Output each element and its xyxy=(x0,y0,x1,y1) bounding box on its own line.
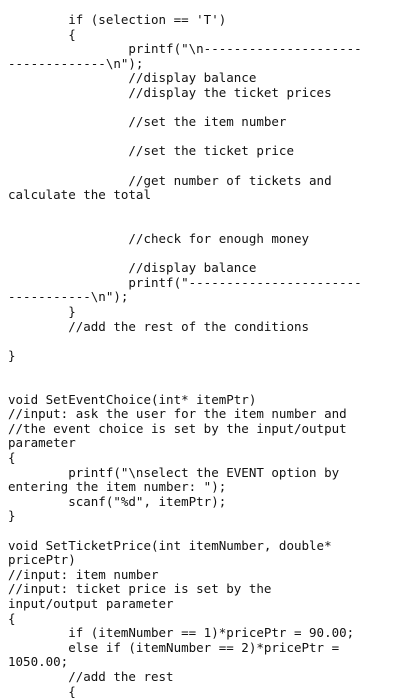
code-line: } xyxy=(8,304,76,319)
code-line: //check for enough money xyxy=(8,231,310,246)
code-line: printf("----------------------- xyxy=(8,274,362,290)
code-line: if (itemNumber == 1)*pricePtr = 90.00; xyxy=(8,625,355,641)
code-line: //get number of tickets and xyxy=(8,172,332,188)
code-line: //set the item number xyxy=(8,114,287,130)
code-line: scanf("%d", itemPtr); xyxy=(8,493,227,509)
code-line: printf("\n--------------------- xyxy=(8,41,362,57)
code-line: input/output parameter xyxy=(8,596,174,611)
code-line: calculate the total xyxy=(8,187,151,203)
code-line: //display balance xyxy=(8,260,257,276)
code-line: //input: ticket price is set by the xyxy=(8,581,272,597)
code-line: 1050.00; xyxy=(8,654,69,670)
code-line: pricePtr) xyxy=(8,552,76,568)
code-line: //input: ask the user for the item number and xyxy=(8,406,347,422)
code-line: void SetTicketPrice(int itemNumber, double* xyxy=(8,537,332,553)
code-line: //display balance xyxy=(8,70,257,86)
code-line: //add the rest of the conditions xyxy=(8,318,310,334)
code-line: { xyxy=(8,610,16,626)
code-line: //input: item number xyxy=(8,566,159,582)
code-line: parameter xyxy=(8,435,76,451)
code-line: { xyxy=(8,683,76,699)
code-line: } xyxy=(8,347,16,363)
code-line: void SetEventChoice(int* itemPtr) xyxy=(8,391,257,407)
code-line: printf("\nselect the EVENT option by xyxy=(8,464,340,480)
code-line: { xyxy=(8,450,16,465)
code-line: //add the rest xyxy=(8,669,174,684)
code-line: { xyxy=(8,26,76,42)
code-line: //display the ticket prices xyxy=(8,85,332,100)
code-line: entering the item number: "); xyxy=(8,479,227,495)
code-line: //the event choice is set by the input/output xyxy=(8,420,347,436)
code-line: if (selection == 'T') xyxy=(8,12,227,27)
code-line: else if (itemNumber == 2)*pricePtr = xyxy=(8,639,340,655)
code-line: -------------\n"); xyxy=(8,55,144,71)
code-line: -----------\n"); xyxy=(8,289,129,305)
code-line: //set the ticket price xyxy=(8,143,294,159)
code-line: } xyxy=(8,508,16,524)
